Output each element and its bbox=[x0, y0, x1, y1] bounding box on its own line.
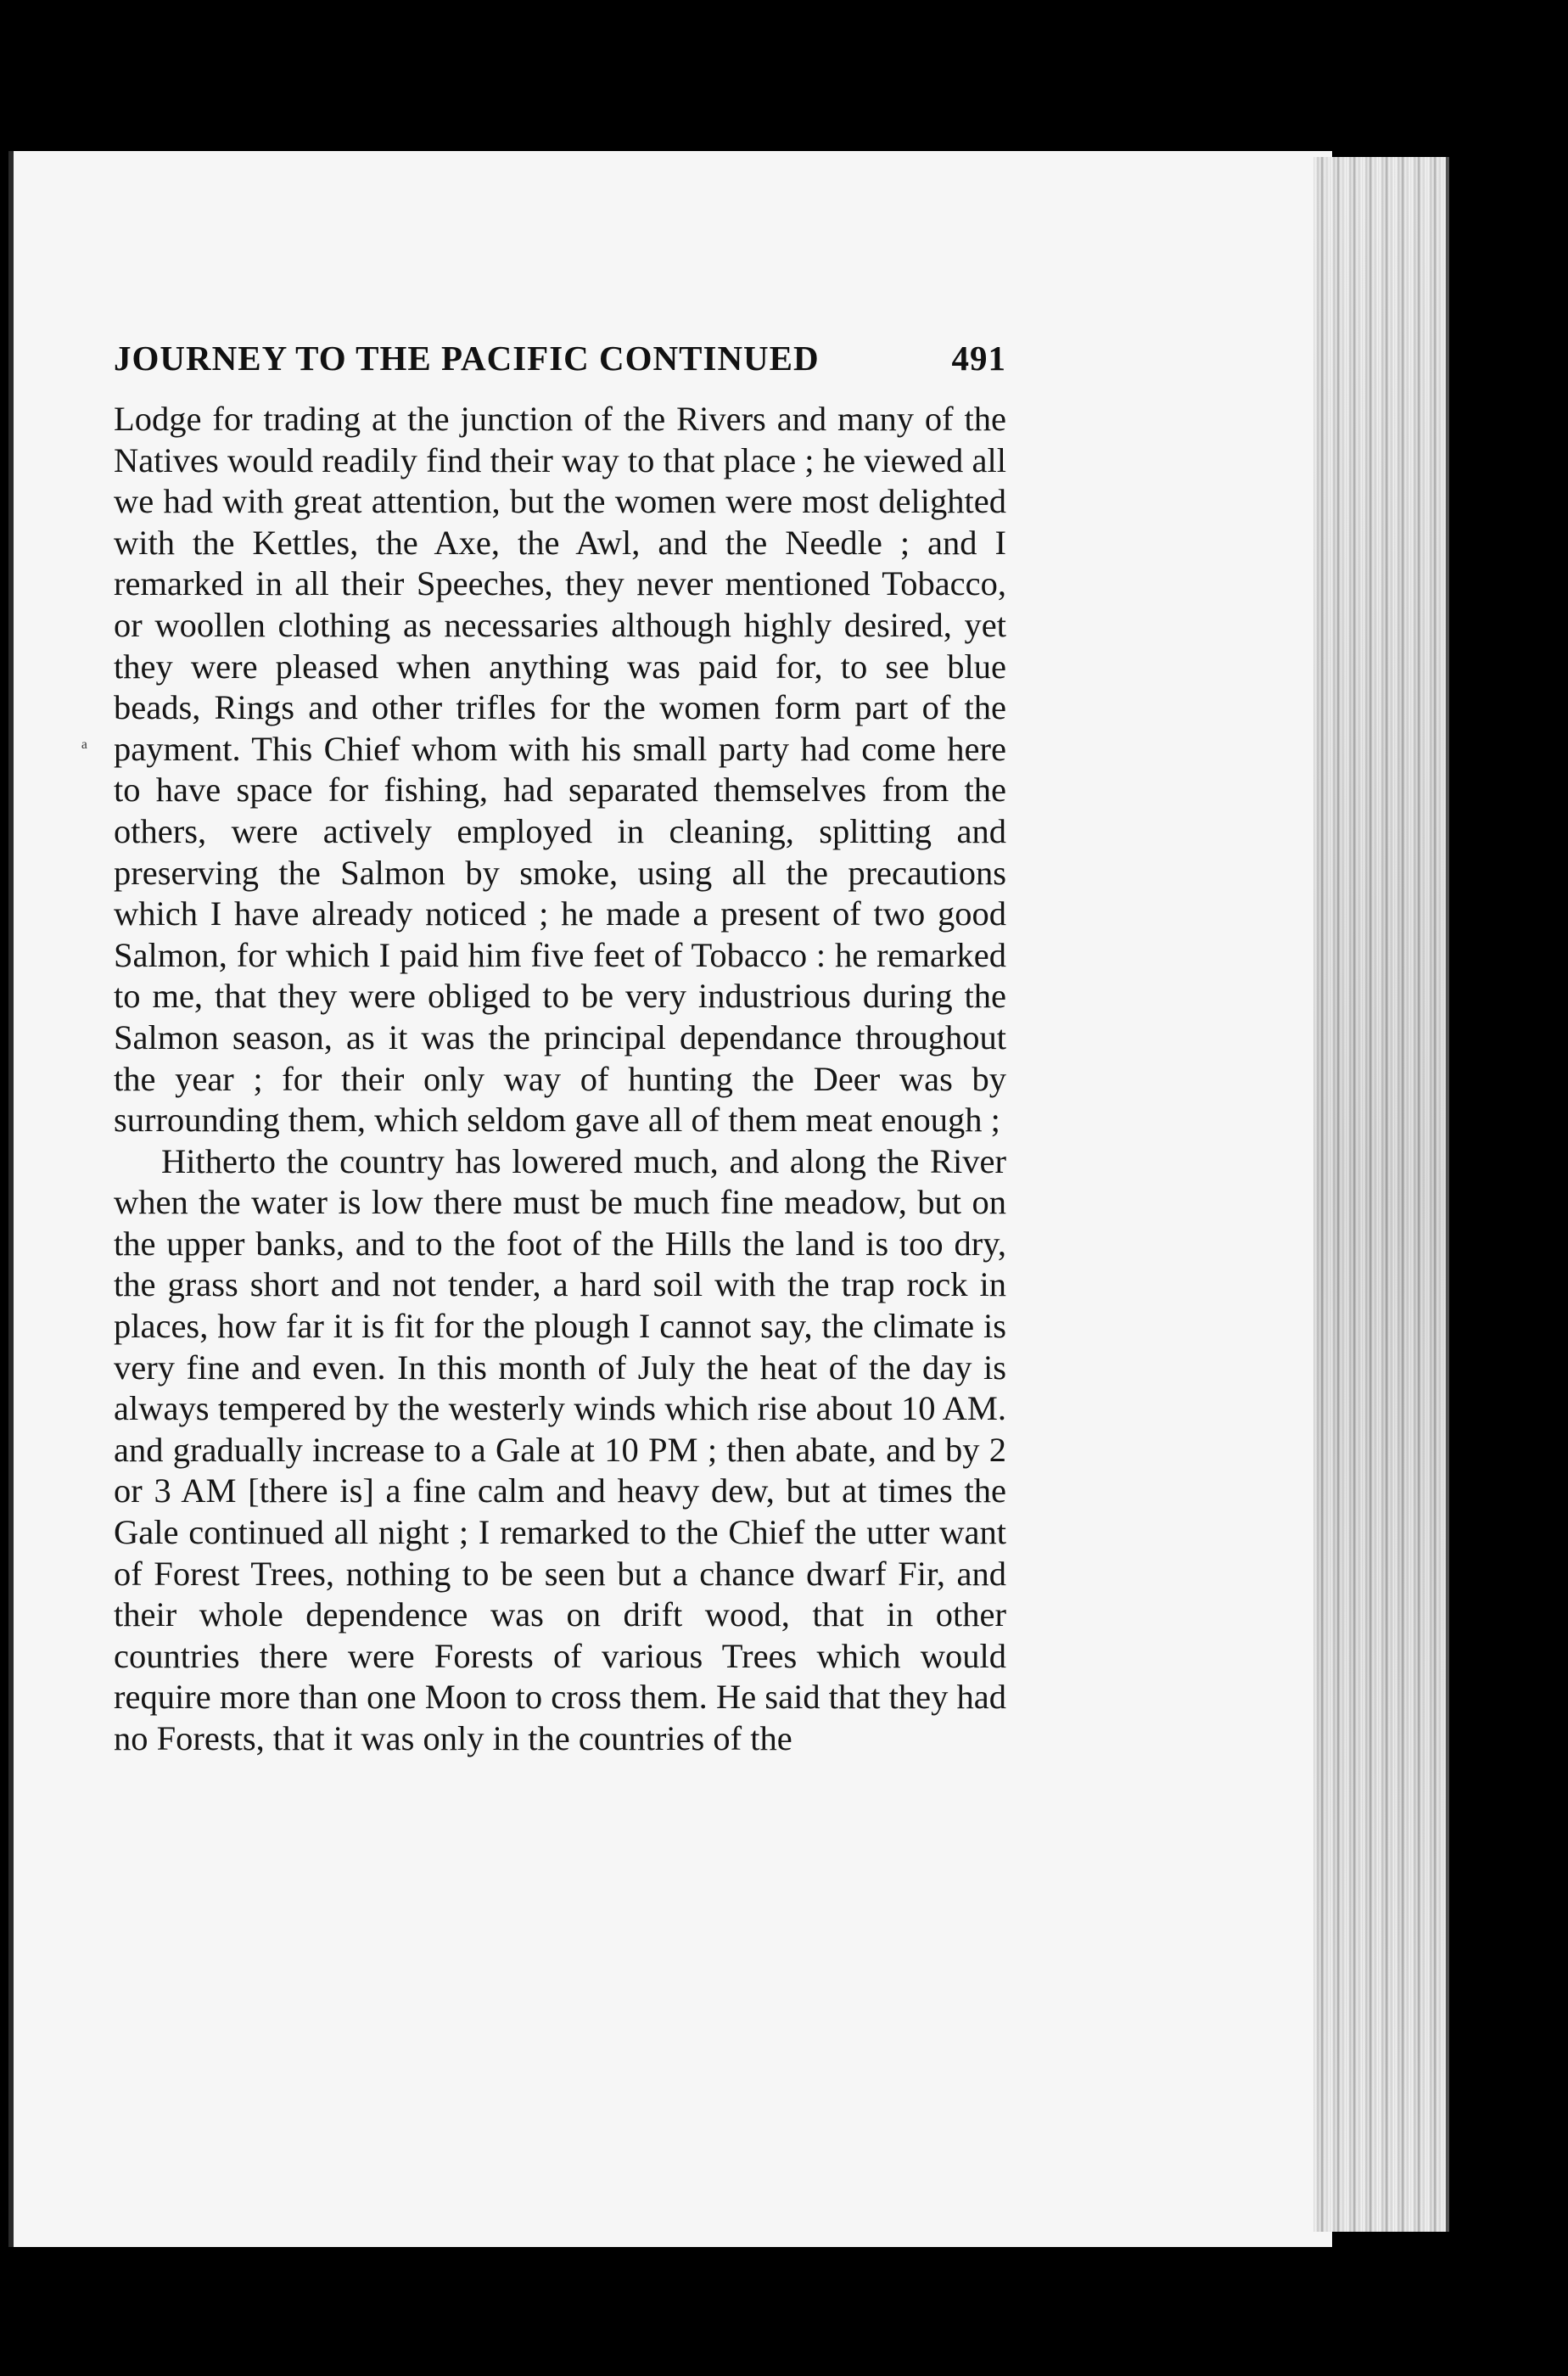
paragraph-2: Hitherto the country has lowered much, and along the River when the water is low there must be much fine meadow, but on the upper banks, and to the foot of the Hills the land is too dry, the grass short and not tender, a hard soil with the trap rock in places, how far it is fit for the plough I cannot say, the climate is very fine and even. In this month of July the heat of the day is always tempered by the westerly winds which rise about 10 AM. and gradually increase to a Gale at 10 PM ; then abate, and by 2 or 3 AM [there is] a fine calm and heavy dew, but at times the Gale continued all night ; I remarked to the Chief the utter want of Forest Trees, nothing to be seen but a chance dwarf Fir, and their whole dependence was on drift wood, that in other countries there were Forests of various Trees which would require more than one Moon to cross them. He said that they had no Forests, that it was only in the countries of the bbox=[114, 1141, 1006, 1757]
paragraph-1: Lodge for trading at the junction of the Rivers and many of the Natives would readily find their way to that place ; he viewed all we had with great attention, but the women were most delighted with the Kettles, the Axe, the Awl, and the Needle ; and I remarked in all their Speeches, they never mentioned Tobacco, or woollen clothing as necessaries although highly desired, yet they were pleased when anything was paid for, to see blue beads, Rings and other trifles for the women form part of the payment. This Chief whom with his small party had come here to have space for fishing, had separated themselves from the others, were actively employed in cleaning, splitting and preserving the Salmon by smoke, using all the precautions which I have already noticed ; he made a present of two good Salmon, for which I paid him five feet of Tobacco : he remarked to me, that they were obliged to be very industrious during the Salmon season, as it was the principal dependance throughout the year ; for their only way of hunting the Deer was by surrounding them, which seldom gave all of them meat enough ; bbox=[114, 400, 1006, 1140]
running-title: JOURNEY TO THE PACIFIC CONTINUED bbox=[114, 339, 820, 378]
page-edges bbox=[1313, 157, 1449, 2232]
body-text bbox=[114, 399, 1006, 1760]
margin-mark: ᵃ bbox=[81, 735, 88, 759]
running-header bbox=[114, 338, 1006, 378]
page-number: 491 bbox=[951, 339, 1006, 378]
